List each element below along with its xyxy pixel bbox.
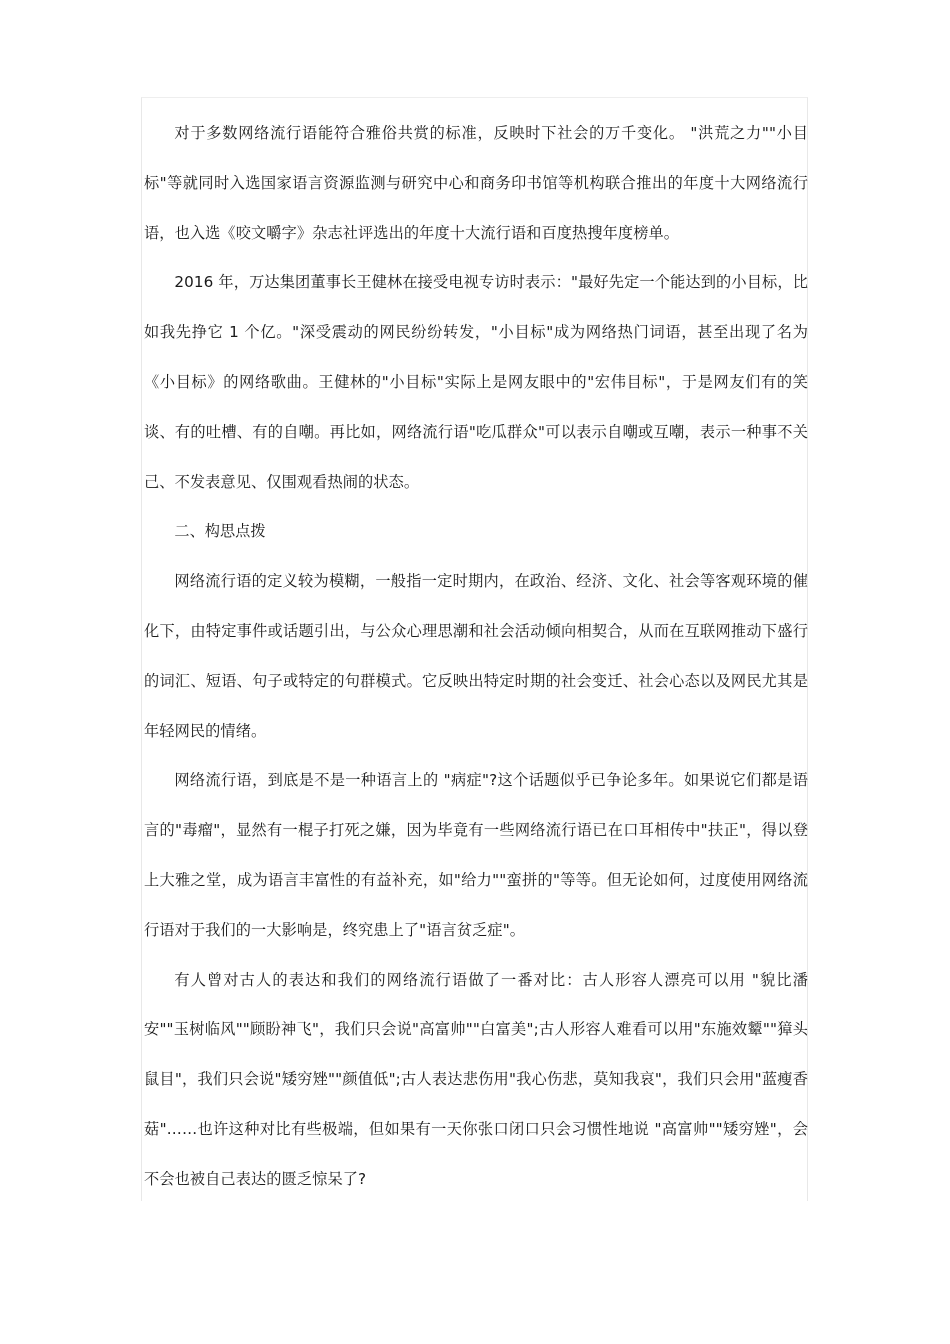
section-heading: 二、构思点拨	[174, 522, 266, 541]
paragraph-2: 2016 年，万达集团董事长王健林在接受电视专访时表示："最好先定一个能达到的小目标，比如我先挣它 1 个亿。"深受震动的网民纷纷转发，"小目标"成为网络热门词语，甚至出现了名为《小目标》的网络歌曲。王健林的"小目标"实际上是网友眼中的"宏伟目标"，于是网友们有的笑谈、有的吐槽、有的自嘲。再比如，网络流行语"吃瓜群众"可以表示自嘲或互嘲，表示一种事不关己、不发表意见、仅围观看热闹的状态。	[144, 273, 808, 491]
paragraph-5: 有人曾对古人的表达和我们的网络流行语做了一番对比：古人形容人漂亮可以用 "貌比潘安""玉树临风""顾盼神飞"，我们只会说"高富帅""白富美";古人形容人难看可以用"东施效颦""獐头鼠目"，我们只会说"矮穷矬""颜值低";古人表达悲伤用"我心伤悲，莫知我哀"，我们只会用"蓝瘦香菇"……也许这种对比有些极端，但如果有一天你张口闭口只会习惯性地说 "高富帅""矮穷矬"，会不会也被自己表达的匮乏惊呆了?	[144, 970, 808, 1188]
document-body	[144, 109, 808, 1205]
paragraph-1: 对于多数网络流行语能符合雅俗共赏的标准，反映时下社会的万千变化。 "洪荒之力""小目标"等就同时入选国家语言资源监测与研究中心和商务印书馆等机构联合推出的年度十大网络流行语，也入选《咬文嚼字》杂志社评选出的年度十大流行语和百度热搜年度榜单。	[144, 124, 808, 242]
paragraph-3: 网络流行语的定义较为模糊，一般指一定时期内，在政治、经济、文化、社会等客观环境的催化下，由特定事件或话题引出，与公众心理思潮和社会活动倾向相契合，从而在互联网推动下盛行的词汇、短语、句子或特定的句群模式。它反映出特定时期的社会变迁、社会心态以及网民尤其是年轻网民的情绪。	[144, 572, 808, 740]
paragraph-4: 网络流行语，到底是不是一种语言上的 "病症"?这个话题似乎已争论多年。如果说它们都是语言的"毒瘤"，显然有一棍子打死之嫌，因为毕竟有一些网络流行语已在口耳相传中"扶正"，得以登上大雅之堂，成为语言丰富性的有益补充，如"给力""蛮拼的"等等。但无论如何，过度使用网络流行语对于我们的一大影响是，终究患上了"语言贫乏症"。	[144, 771, 808, 939]
